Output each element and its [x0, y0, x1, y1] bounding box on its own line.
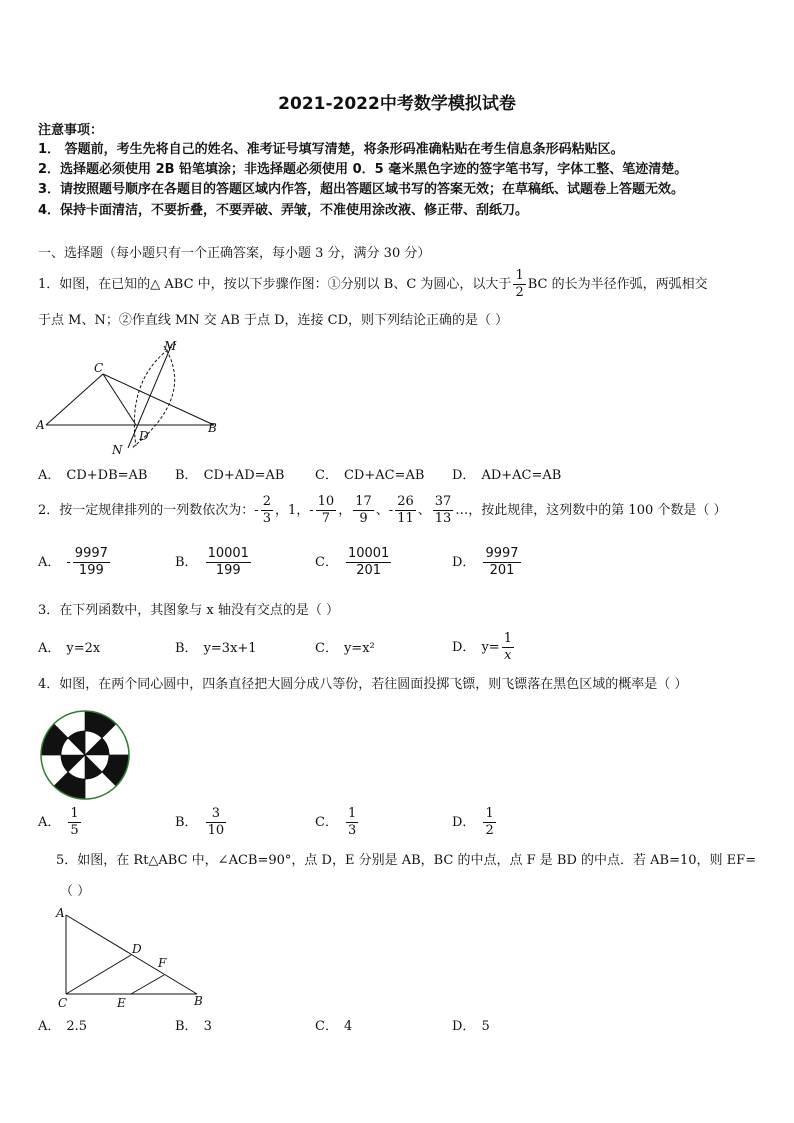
fig5-label-b: B	[194, 994, 203, 1008]
q2-suffix: …，按此规律，这列数中的第 100 个数是（ ）	[455, 503, 727, 518]
option-label: A．	[38, 468, 61, 483]
segment-ef	[131, 975, 164, 994]
fig1-label-n: N	[112, 443, 123, 457]
frac-num: 9997	[485, 546, 519, 561]
fig1-label-c: C	[94, 361, 104, 375]
q5-option-b[interactable]	[175, 1018, 212, 1036]
option-label: B．	[175, 468, 198, 483]
option-label: D．	[452, 640, 476, 655]
q2-option-c[interactable]	[315, 546, 393, 579]
q1-frac-num: 1	[515, 268, 524, 283]
option-fraction	[68, 806, 80, 839]
q3-option-a[interactable]	[38, 640, 100, 658]
frac-den: x	[502, 647, 514, 664]
q2-term5-num: 37	[434, 494, 452, 509]
frac-num: 1	[70, 806, 79, 821]
option-fraction	[206, 806, 227, 839]
option-label: A．	[38, 641, 61, 656]
q2-sep1: ，1，	[274, 503, 310, 518]
q3-option-c[interactable]	[315, 640, 375, 658]
q4-target-figure	[38, 708, 132, 802]
q2-term4-den: 11	[397, 511, 414, 526]
fig5-label-a: A	[56, 906, 65, 920]
segment-ac	[46, 374, 103, 425]
q2-term1	[261, 494, 273, 527]
q2-term5	[433, 494, 454, 527]
frac-den: 199	[206, 562, 251, 579]
fig5-label-c: C	[58, 996, 68, 1010]
frac-den: 201	[483, 562, 520, 579]
q5-option-c[interactable]	[315, 1018, 352, 1036]
option-text: 5	[481, 1019, 490, 1034]
page-title: 2021-2022中考数学模拟试卷	[278, 94, 516, 114]
option-text: y=2x	[66, 641, 101, 656]
option-label: C．	[315, 468, 338, 483]
frac-den: 5	[70, 823, 79, 838]
q2-sep2: ，	[338, 503, 352, 518]
note-item-1: 1． 答题前，考生先将自己的姓名、准考证号填写清楚，将条形码准确粘贴在考生信息条形码粘贴区。	[38, 142, 624, 157]
option-label: C．	[315, 555, 338, 570]
option-text: 4	[343, 1019, 353, 1034]
fig5-label-d: D	[132, 942, 142, 956]
q2-term4-num: 26	[397, 494, 414, 509]
q5-stem-line1: 5．如图，在 Rt△ABC 中，∠ACB=90°，点 D，E 分别是 AB，BC 的中点，点 F 是 BD 的中点．若 AB=10，则 EF=	[56, 853, 757, 868]
option-text: CD+AD=AB	[203, 468, 285, 483]
frac-num: 1	[347, 806, 357, 821]
option-label: B．	[175, 815, 198, 830]
fig1-label-b: B	[208, 421, 217, 435]
frac-num: 1	[503, 631, 512, 646]
q1-option-c[interactable]	[315, 467, 424, 485]
q1-option-b[interactable]	[175, 467, 284, 485]
option-fraction	[346, 806, 358, 839]
fig5-label-e: E	[117, 996, 126, 1010]
q1-text-b: BC 的长为半径作弧，两弧相交	[527, 277, 708, 292]
q1-fraction	[513, 268, 525, 301]
fig1-label-d: D	[139, 429, 149, 443]
q4-stem: 4．如图，在两个同心圆中，四条直径把大圆分成八等份，若往圆面投掷飞镖，则飞镖落在黑色区域的概率是（ ）	[38, 677, 688, 692]
q2-term1-num: 2	[262, 494, 271, 509]
q2-sep4: 、	[417, 503, 431, 518]
q1-stem-line1	[38, 268, 708, 301]
option-label: B．	[175, 641, 198, 656]
note-item-2: 2．选择题必须使用 2B 铅笔填涂；非选择题必须使用 0．5 毫米黑色字迹的签字笔书写，字体工整、笔迹清楚。	[38, 162, 688, 177]
frac-num: 10001	[207, 546, 249, 561]
option-label: D．	[452, 815, 476, 830]
frac-num: 9997	[74, 546, 108, 561]
q2-option-d[interactable]	[452, 546, 523, 579]
option-label: A．	[38, 815, 61, 830]
fig5-label-f: F	[158, 956, 167, 970]
option-fraction	[502, 631, 514, 664]
q2-term2	[316, 494, 337, 527]
option-label: D．	[452, 1019, 476, 1034]
frac-den: 2	[485, 823, 494, 838]
option-text: CD+AC=AB	[343, 468, 425, 483]
segment-cd	[66, 955, 131, 994]
q2-option-a[interactable]	[38, 546, 112, 579]
fig1-label-a: A	[36, 418, 45, 432]
target-group	[41, 711, 129, 799]
q1-option-d[interactable]	[452, 467, 561, 485]
q4-option-b[interactable]	[175, 806, 228, 839]
q2-term1-sign: -	[254, 503, 259, 518]
frac-den: 201	[346, 562, 391, 579]
fig1-label-m: M	[164, 339, 177, 353]
option-label: A．	[38, 555, 61, 570]
option-label: D．	[452, 555, 476, 570]
q2-term3	[353, 494, 374, 527]
frac-num: 10001	[347, 546, 390, 561]
note-item-4: 4．保持卡面清洁，不要折叠，不要弄破、弄皱，不准使用涂改液、修正带、刮纸刀。	[38, 203, 529, 218]
section-heading: 一、选择题（每小题只有一个正确答案，每小题 3 分，满分 30 分）	[38, 246, 431, 261]
option-label: D．	[452, 468, 476, 483]
q2-term2-sign: -	[309, 503, 314, 518]
option-text: 3	[203, 1019, 212, 1034]
q5-figure	[50, 905, 212, 1011]
q1-stem-line2: 于点 M、N；②作直线 MN 交 AB 于点 D，连接 CD，则下列结论正确的是（ ）	[38, 313, 509, 328]
option-text: y=3x+1	[203, 641, 257, 656]
option-fraction	[483, 546, 520, 579]
frac-den: 3	[347, 823, 357, 838]
q2-term3-den: 9	[353, 510, 374, 527]
q2-option-b[interactable]	[175, 546, 253, 579]
option-text: 2.5	[66, 1019, 88, 1034]
note-item-3: 3．请按照题号顺序在各题目的答题区域内作答，超出答题区域书写的答案无效；在草稿纸、试题卷上答题无效。	[38, 182, 685, 197]
q2-term1-den: 3	[262, 511, 271, 526]
option-fraction	[73, 546, 110, 579]
q3-option-d[interactable]	[452, 631, 516, 664]
q2-prefix: 2．按一定规律排列的一列数依次为：	[38, 503, 255, 518]
q4-option-d[interactable]	[452, 806, 498, 839]
option-fraction	[346, 546, 391, 579]
q1-frac-den: 2	[515, 285, 524, 300]
option-label: C．	[315, 1019, 338, 1034]
q5-option-a[interactable]	[38, 1018, 87, 1036]
option-text: y=x²	[343, 641, 375, 656]
q5-stem-line2: （ ）	[60, 884, 91, 899]
q2-term2-num: 10	[317, 494, 335, 509]
option-text: y=	[481, 640, 500, 655]
q1-figure	[36, 336, 226, 458]
option-label: A．	[38, 1019, 61, 1034]
notes-heading: 注意事项：	[38, 123, 104, 138]
option-fraction	[206, 546, 251, 579]
option-sign: -	[66, 555, 71, 570]
q2-term4	[395, 494, 416, 527]
option-fraction	[483, 806, 495, 839]
q4-option-a[interactable]	[38, 806, 83, 839]
option-label: C．	[315, 641, 338, 656]
option-label: C．	[315, 815, 338, 830]
q2-sep3: 、	[375, 503, 389, 518]
q4-option-c[interactable]	[315, 806, 360, 839]
frac-den: 10	[207, 823, 225, 838]
q2-term5-den: 13	[434, 511, 452, 526]
q3-option-b[interactable]	[175, 640, 257, 658]
q2-term2-den: 7	[316, 510, 337, 527]
option-text: AD+AC=AB	[481, 468, 562, 483]
option-label: B．	[175, 1019, 198, 1034]
q1-option-a[interactable]	[38, 467, 147, 485]
q1-text-a: 1．如图，在已知的△ ABC 中，按以下步骤作图：①分别以 B、C 为圆心，以大于	[38, 277, 512, 292]
q2-term3-num: 17	[355, 494, 372, 509]
q5-option-d[interactable]	[452, 1018, 490, 1036]
frac-den: 199	[73, 562, 110, 579]
frac-num: 1	[485, 806, 494, 821]
option-label: B．	[175, 555, 198, 570]
q3-stem: 3．在下列函数中，其图象与 x 轴没有交点的是（ ）	[38, 603, 339, 618]
frac-num: 3	[211, 806, 220, 821]
q2-term4-sign: -	[388, 503, 394, 518]
option-text: CD+DB=AB	[66, 468, 148, 483]
q2-stem	[38, 494, 727, 527]
